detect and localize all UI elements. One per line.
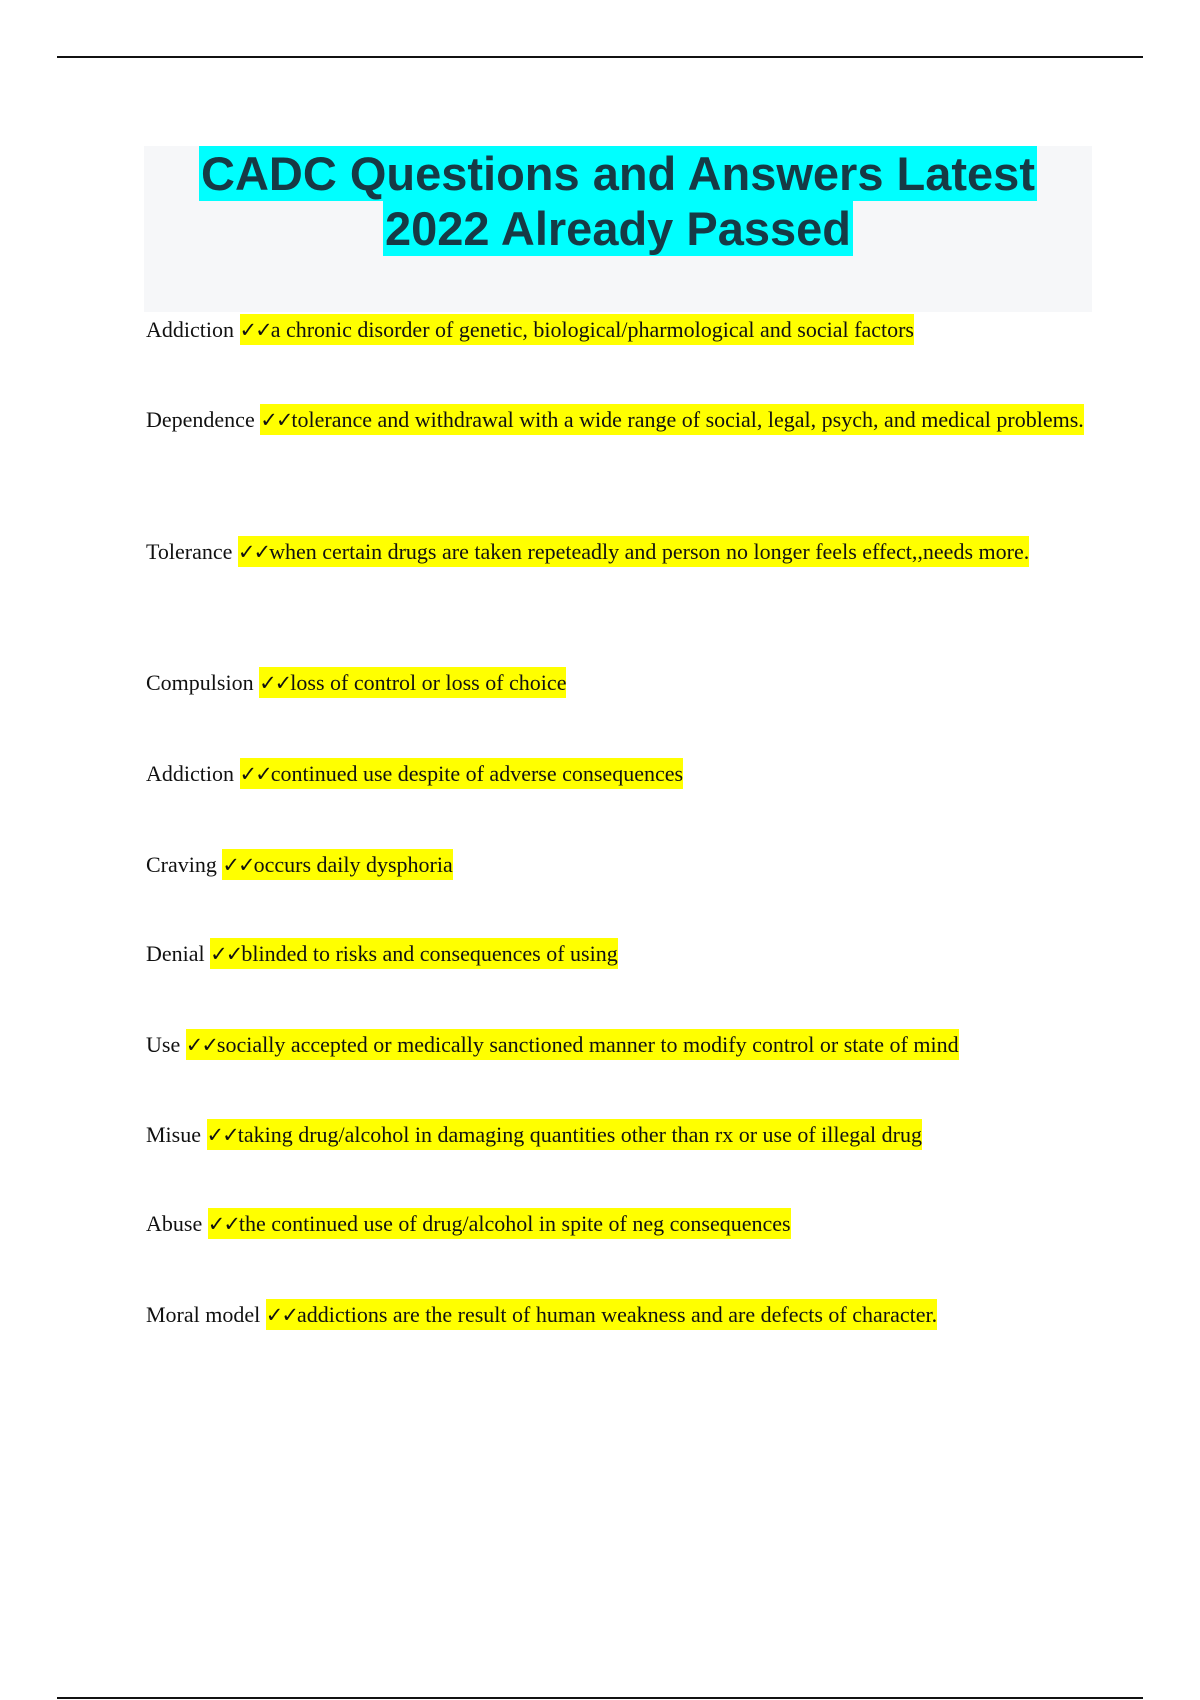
entry-answer <box>222 849 452 880</box>
entry-definition: the continued use of drug/alcohol in spite of neg consequences <box>238 1211 791 1236</box>
entry-term: Abuse <box>146 1211 203 1236</box>
entry-definition: blinded to risks and consequences of using <box>241 941 618 966</box>
entry-definition: when certain drugs are taken repeteadly and person no longer feels effect,,needs more. <box>269 539 1030 564</box>
qa-entry <box>146 843 1088 887</box>
entry-definition: a chronic disorder of genetic, biological/pharmological and social factors <box>270 317 914 342</box>
entry-definition: loss of control or loss of choice <box>290 670 567 695</box>
qa-entry <box>146 398 1088 442</box>
entry-answer <box>259 667 566 698</box>
entry-answer <box>210 938 618 969</box>
qa-entry <box>146 1293 1088 1337</box>
entry-answer <box>238 536 1029 567</box>
checkmark-icon: ✓✓ <box>259 671 291 695</box>
entry-answer <box>207 1119 922 1150</box>
entry-definition: occurs daily dysphoria <box>253 852 453 877</box>
entry-definition: taking drug/alcohol in damaging quantities other than rx or use of illegal drug <box>237 1122 922 1147</box>
checkmark-icon: ✓✓ <box>239 762 271 786</box>
checkmark-icon: ✓✓ <box>260 408 292 432</box>
checkmark-icon: ✓✓ <box>265 1303 297 1327</box>
qa-entry <box>146 308 1088 352</box>
qa-entry <box>146 752 1088 796</box>
checkmark-icon: ✓✓ <box>185 1033 217 1057</box>
checkmark-icon: ✓✓ <box>210 942 242 966</box>
entry-definition: socially accepted or medically sanctioned manner to modify control or state of mind <box>216 1032 959 1057</box>
entry-definition: addictions are the result of human weakness and are defects of character. <box>296 1302 938 1327</box>
entry-term: Misue <box>146 1122 201 1147</box>
qa-entry <box>146 661 1088 705</box>
checkmark-icon: ✓✓ <box>207 1212 239 1236</box>
qa-entry <box>146 1202 1088 1246</box>
entry-answer <box>240 758 684 789</box>
checkmark-icon: ✓✓ <box>239 318 271 342</box>
qa-entry <box>146 1113 1088 1157</box>
entry-term: Craving <box>146 852 217 877</box>
qa-entry <box>146 1023 1088 1067</box>
entry-term: Tolerance <box>146 539 233 564</box>
title-block <box>144 146 1092 312</box>
entry-answer <box>240 314 914 345</box>
entry-term: Dependence <box>146 407 255 432</box>
checkmark-icon: ✓✓ <box>222 853 254 877</box>
entry-term: Moral model <box>146 1302 261 1327</box>
entry-answer <box>260 404 1084 435</box>
entry-term: Addiction <box>146 317 234 342</box>
page-title-line-2: 2022 Already Passed <box>385 202 851 255</box>
entry-answer <box>266 1299 937 1330</box>
qa-entry <box>146 530 1088 574</box>
checkmark-icon: ✓✓ <box>237 540 270 564</box>
entry-answer <box>208 1208 791 1239</box>
entry-answer <box>186 1029 959 1060</box>
top-rule <box>57 56 1143 58</box>
entry-term: Addiction <box>146 761 234 786</box>
bottom-rule <box>57 1697 1143 1699</box>
entry-term: Denial <box>146 941 205 966</box>
entry-term: Compulsion <box>146 670 254 695</box>
page-title-line-1: CADC Questions and Answers Latest <box>201 147 1035 200</box>
qa-entry <box>146 932 1088 976</box>
entry-definition: tolerance and withdrawal with a wide range of social, legal, psych, and medical problems. <box>291 407 1084 432</box>
entry-definition: continued use despite of adverse consequences <box>270 761 684 786</box>
checkmark-icon: ✓✓ <box>206 1123 238 1147</box>
entry-term: Use <box>146 1032 181 1057</box>
